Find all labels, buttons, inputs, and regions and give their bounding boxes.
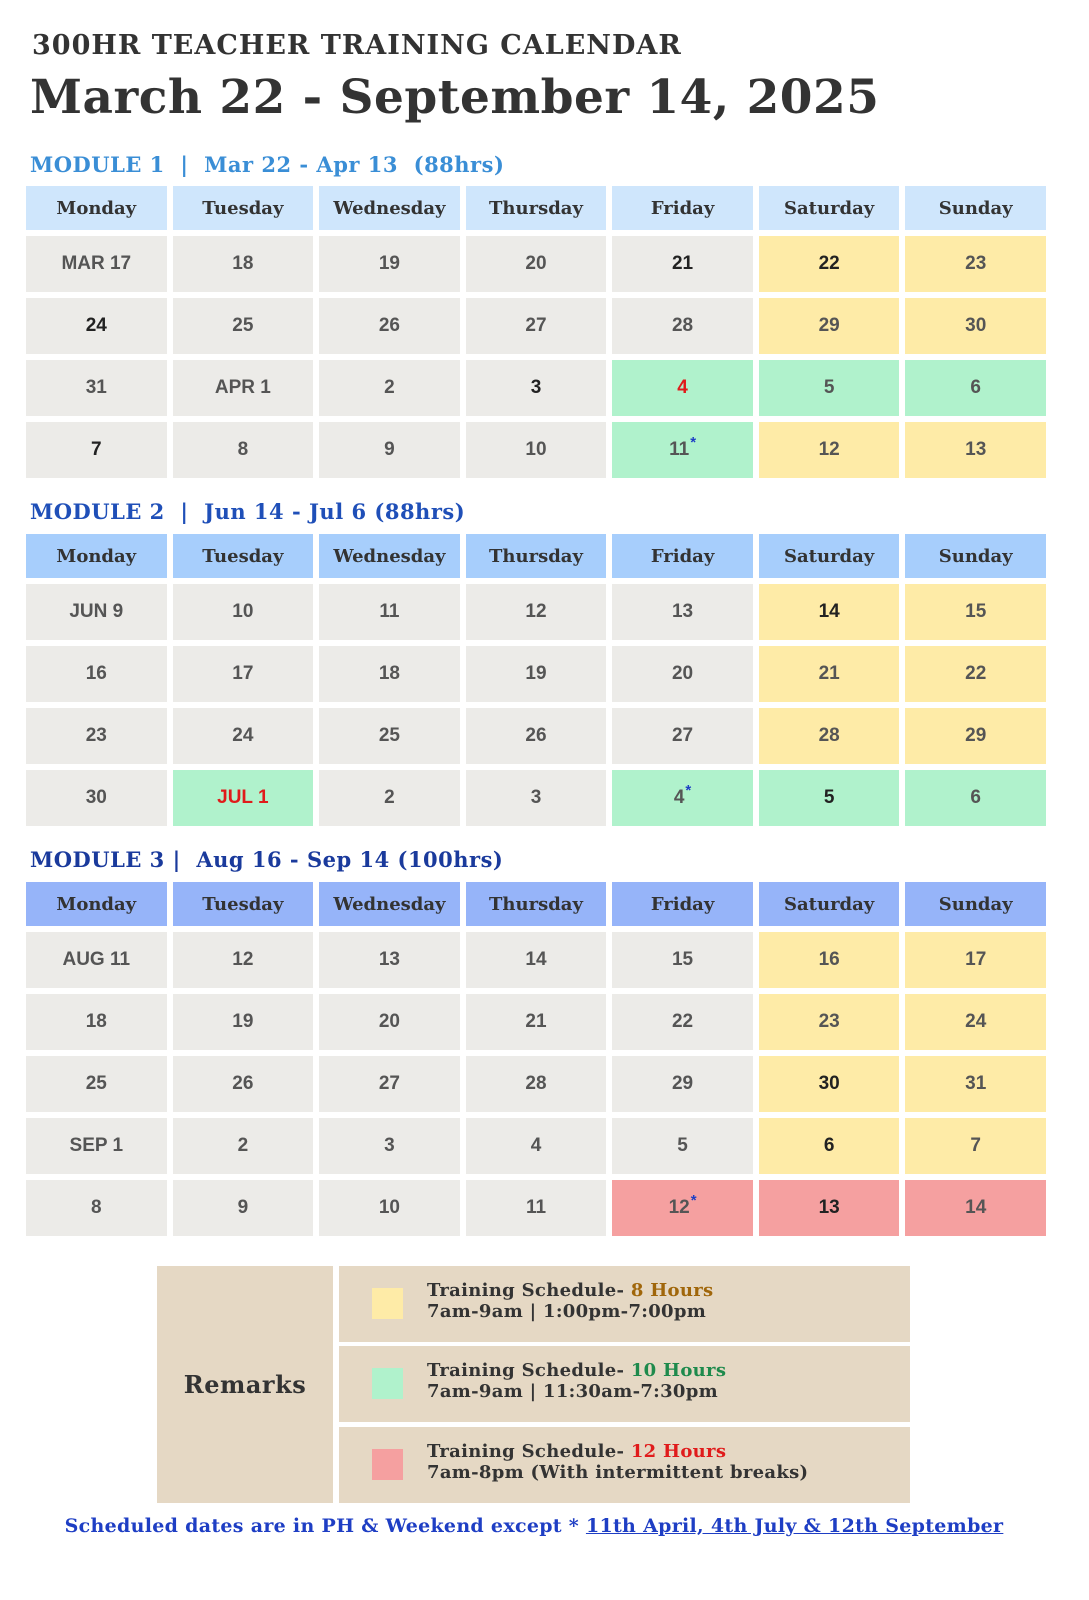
date-cell — [905, 422, 1046, 478]
remark-text — [427, 1360, 726, 1402]
date-label: 2 — [237, 1135, 249, 1156]
remarks-label: Remarks — [157, 1266, 333, 1503]
date-cell — [466, 584, 607, 640]
day-header-saturday: Saturday — [759, 186, 900, 230]
remark-text — [427, 1441, 808, 1483]
date-cell — [26, 708, 167, 764]
date-cell — [759, 236, 900, 292]
date-cell — [905, 236, 1046, 292]
date-cell — [319, 360, 460, 416]
date-cell — [466, 932, 607, 988]
date-label: 26 — [525, 725, 547, 746]
date-cell — [26, 1180, 167, 1236]
yellow-swatch — [372, 1288, 403, 1319]
date-label: 3 — [530, 787, 542, 808]
date-cell — [759, 422, 900, 478]
date-cell — [759, 1056, 900, 1112]
date-label: 5 — [823, 787, 835, 808]
date-cell — [466, 298, 607, 354]
date-label: 25 — [378, 725, 400, 746]
date-cell — [612, 236, 753, 292]
date-cell — [612, 1180, 753, 1236]
date-cell — [905, 932, 1046, 988]
date-label: JUL 1 — [217, 787, 269, 808]
date-cell — [759, 708, 900, 764]
day-header-tuesday: Tuesday — [173, 186, 314, 230]
day-header-wednesday: Wednesday — [319, 882, 460, 926]
date-cell — [612, 422, 753, 478]
date-cell — [905, 646, 1046, 702]
day-header-thursday: Thursday — [466, 534, 607, 578]
date-cell — [905, 298, 1046, 354]
date-cell — [612, 770, 753, 826]
date-label: 30 — [818, 1073, 840, 1094]
date-label: 17 — [965, 949, 987, 970]
date-label: 28 — [671, 315, 694, 336]
remark-time: 7am-9am | 11:30am-7:30pm — [427, 1381, 718, 1402]
date-cell — [319, 298, 460, 354]
asterisk-marker: * — [685, 781, 692, 799]
green-swatch — [372, 1368, 403, 1399]
footer-note — [0, 1515, 1068, 1537]
date-cell — [319, 770, 460, 826]
date-cell — [466, 708, 607, 764]
date-cell — [905, 770, 1046, 826]
date-cell — [319, 994, 460, 1050]
day-header-saturday: Saturday — [759, 534, 900, 578]
remark-prefix: Training Schedule- — [427, 1441, 631, 1462]
date-cell — [173, 932, 314, 988]
day-header-monday: Monday — [26, 186, 167, 230]
day-header-monday: Monday — [26, 882, 167, 926]
date-label: 5 — [823, 377, 835, 398]
date-cell — [466, 1180, 607, 1236]
date-label: 21 — [818, 663, 840, 684]
date-cell — [612, 298, 753, 354]
date-label: 3 — [384, 1135, 395, 1156]
date-label: 21 — [525, 1011, 547, 1032]
date-cell — [319, 1056, 460, 1112]
date-label: 22 — [818, 253, 840, 274]
day-header-friday: Friday — [612, 882, 753, 926]
date-label: 13 — [818, 1197, 840, 1218]
date-label: 18 — [378, 663, 400, 684]
date-label: 29 — [965, 725, 987, 746]
date-label: 24 — [965, 1011, 987, 1032]
date-label: 25 — [85, 1073, 107, 1094]
date-label: AUG 11 — [62, 949, 131, 970]
day-header-sunday: Sunday — [905, 186, 1046, 230]
date-label: 16 — [818, 949, 840, 970]
date-label: 27 — [671, 725, 694, 746]
asterisk-marker: * — [690, 1191, 697, 1209]
date-label: 15 — [671, 949, 694, 970]
date-label: 26 — [232, 1073, 254, 1094]
date-label: 27 — [378, 1073, 400, 1094]
date-label: 6 — [970, 377, 981, 398]
date-cell — [466, 646, 607, 702]
date-label: 10 — [378, 1197, 400, 1218]
date-cell — [26, 770, 167, 826]
day-header-wednesday: Wednesday — [319, 534, 460, 578]
date-label: 9 — [384, 439, 395, 460]
day-header-thursday: Thursday — [466, 882, 607, 926]
date-cell — [173, 236, 314, 292]
module-1-heading: MODULE 1 | Mar 22 - Apr 13 (88hrs) — [30, 152, 505, 177]
date-label: 19 — [525, 663, 547, 684]
date-label: 4 — [677, 377, 688, 398]
date-label: 10 — [525, 439, 547, 460]
date-label: 8 — [90, 1197, 102, 1218]
date-cell — [319, 708, 460, 764]
date-label: MAR 17 — [61, 253, 132, 274]
remark-text — [427, 1280, 713, 1322]
date-cell — [173, 1180, 314, 1236]
date-label: 12 — [668, 1197, 690, 1218]
calendar-subtitle: 300HR TEACHER TRAINING CALENDAR — [32, 30, 682, 61]
remark-prefix: Training Schedule- — [427, 1360, 631, 1381]
date-cell — [759, 584, 900, 640]
date-cell — [759, 646, 900, 702]
day-header-tuesday: Tuesday — [173, 882, 314, 926]
date-cell — [612, 932, 753, 988]
date-cell — [26, 298, 167, 354]
date-label: 31 — [85, 377, 107, 398]
remark-hours: 10 Hours — [630, 1360, 727, 1381]
date-label: 28 — [818, 725, 840, 746]
date-label: 15 — [965, 601, 987, 622]
date-label: 22 — [671, 1011, 694, 1032]
date-label: 9 — [237, 1197, 249, 1218]
date-cell — [173, 298, 314, 354]
date-label: 25 — [232, 315, 254, 336]
date-cell — [173, 422, 314, 478]
date-cell — [319, 1180, 460, 1236]
module-2-heading: MODULE 2 | Jun 14 - Jul 6 (88hrs) — [30, 499, 466, 524]
module-1-calendar — [26, 186, 1046, 478]
date-cell — [173, 646, 314, 702]
calendar-title: March 22 - September 14, 2025 — [30, 70, 880, 125]
date-cell — [466, 236, 607, 292]
date-cell — [319, 1118, 460, 1174]
date-cell — [26, 1056, 167, 1112]
date-cell — [173, 360, 314, 416]
remark-12-hours — [339, 1427, 910, 1503]
date-label: 4 — [673, 787, 685, 808]
remark-10-hours — [339, 1346, 910, 1422]
date-label: 5 — [677, 1135, 688, 1156]
date-cell — [905, 708, 1046, 764]
date-label: 19 — [232, 1011, 254, 1032]
day-header-thursday: Thursday — [466, 186, 607, 230]
day-header-sunday: Sunday — [905, 882, 1046, 926]
remark-time: 7am-9am | 1:00pm-7:00pm — [427, 1301, 707, 1322]
date-label: SEP 1 — [69, 1135, 124, 1156]
date-cell — [466, 770, 607, 826]
date-cell — [759, 360, 900, 416]
day-header-saturday: Saturday — [759, 882, 900, 926]
remark-8-hours — [339, 1266, 910, 1342]
date-label: 29 — [671, 1073, 694, 1094]
date-label: 20 — [525, 253, 547, 274]
module-3-heading: MODULE 3 | Aug 16 - Sep 14 (100hrs) — [30, 847, 504, 872]
date-label: 27 — [525, 315, 547, 336]
date-cell — [173, 708, 314, 764]
date-label: 4 — [530, 1135, 542, 1156]
date-label: 7 — [90, 439, 102, 460]
date-label: 14 — [525, 949, 547, 970]
date-cell — [26, 236, 167, 292]
date-label: 21 — [671, 253, 694, 274]
footer-exceptions: 11th April, 4th July & 12th September — [585, 1515, 1004, 1537]
date-cell — [26, 584, 167, 640]
date-label: 23 — [965, 253, 987, 274]
date-label: 11 — [669, 439, 690, 460]
date-cell — [905, 584, 1046, 640]
date-cell — [319, 236, 460, 292]
date-label: 26 — [378, 315, 400, 336]
date-cell — [759, 994, 900, 1050]
date-cell — [905, 1118, 1046, 1174]
date-label: 6 — [970, 787, 981, 808]
date-label: 12 — [525, 601, 547, 622]
date-label: 18 — [85, 1011, 107, 1032]
date-cell — [26, 360, 167, 416]
day-header-friday: Friday — [612, 534, 753, 578]
date-cell — [319, 584, 460, 640]
day-header-friday: Friday — [612, 186, 753, 230]
footer-text: Scheduled dates are in PH & Weekend except * — [64, 1515, 586, 1537]
date-cell — [26, 422, 167, 478]
date-label: 24 — [232, 725, 254, 746]
date-label: 10 — [232, 601, 254, 622]
date-cell — [173, 770, 314, 826]
date-label: 11 — [379, 601, 400, 622]
remark-time: 7am-8pm (With intermittent breaks) — [427, 1462, 809, 1483]
date-cell — [905, 360, 1046, 416]
date-cell — [466, 422, 607, 478]
date-label: 14 — [818, 601, 840, 622]
date-cell — [26, 1118, 167, 1174]
date-cell — [759, 770, 900, 826]
date-label: 6 — [823, 1135, 835, 1156]
date-cell — [466, 360, 607, 416]
date-cell — [173, 584, 314, 640]
date-cell — [319, 422, 460, 478]
date-cell — [466, 1118, 607, 1174]
date-label: 12 — [818, 439, 840, 460]
date-label: 8 — [237, 439, 249, 460]
date-label: 23 — [818, 1011, 840, 1032]
date-cell — [466, 1056, 607, 1112]
date-label: 11 — [525, 1197, 547, 1218]
remark-hours: 8 Hours — [630, 1280, 714, 1301]
date-cell — [612, 708, 753, 764]
date-cell — [26, 646, 167, 702]
date-label: 30 — [85, 787, 107, 808]
date-cell — [612, 1056, 753, 1112]
day-header-wednesday: Wednesday — [319, 186, 460, 230]
date-cell — [905, 994, 1046, 1050]
pink-swatch — [372, 1449, 403, 1480]
date-label: 13 — [965, 439, 987, 460]
date-cell — [759, 298, 900, 354]
date-label: 3 — [530, 377, 542, 398]
asterisk-marker: * — [690, 433, 697, 451]
date-cell — [466, 994, 607, 1050]
module-3-calendar — [26, 882, 1046, 1236]
date-cell — [759, 932, 900, 988]
date-label: 12 — [232, 949, 254, 970]
module-2-calendar — [26, 534, 1046, 826]
remarks-legend — [157, 1266, 910, 1503]
day-header-monday: Monday — [26, 534, 167, 578]
date-cell — [173, 994, 314, 1050]
date-cell — [612, 360, 753, 416]
date-label: 18 — [232, 253, 254, 274]
remark-hours: 12 Hours — [630, 1441, 727, 1462]
date-cell — [612, 584, 753, 640]
date-cell — [905, 1180, 1046, 1236]
date-label: 16 — [85, 663, 107, 684]
date-label: 7 — [970, 1135, 981, 1156]
date-cell — [612, 646, 753, 702]
date-cell — [319, 646, 460, 702]
day-header-tuesday: Tuesday — [173, 534, 314, 578]
date-cell — [612, 1118, 753, 1174]
date-cell — [26, 994, 167, 1050]
date-cell — [173, 1118, 314, 1174]
date-label: 17 — [232, 663, 254, 684]
date-label: 31 — [965, 1073, 987, 1094]
date-label: APR 1 — [214, 377, 271, 398]
date-cell — [759, 1118, 900, 1174]
date-cell — [319, 932, 460, 988]
date-label: 28 — [525, 1073, 547, 1094]
date-label: 29 — [818, 315, 840, 336]
date-label: 2 — [384, 787, 395, 808]
date-label: 30 — [965, 315, 987, 336]
remark-prefix: Training Schedule- — [427, 1280, 631, 1301]
date-label: 14 — [965, 1197, 987, 1218]
date-label: 19 — [378, 253, 400, 274]
date-label: 13 — [378, 949, 400, 970]
date-cell — [612, 994, 753, 1050]
date-label: 20 — [378, 1011, 400, 1032]
date-label: 2 — [384, 377, 395, 398]
date-label: 22 — [965, 663, 987, 684]
date-cell — [759, 1180, 900, 1236]
date-label: 20 — [671, 663, 694, 684]
date-cell — [173, 1056, 314, 1112]
date-label: JUN 9 — [69, 601, 124, 622]
date-cell — [905, 1056, 1046, 1112]
date-label: 23 — [85, 725, 107, 746]
day-header-sunday: Sunday — [905, 534, 1046, 578]
date-label: 13 — [671, 601, 694, 622]
date-label: 24 — [85, 315, 107, 336]
date-cell — [26, 932, 167, 988]
